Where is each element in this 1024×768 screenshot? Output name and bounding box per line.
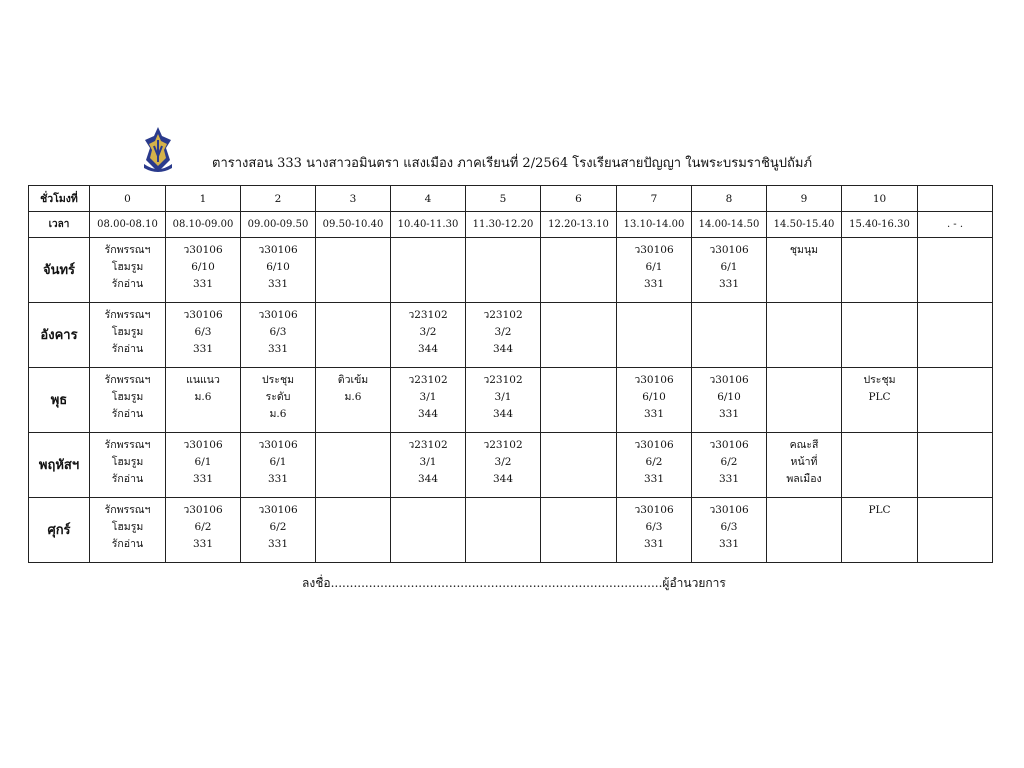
cell-lines — [541, 498, 616, 502]
cell-line: ว23102 — [483, 309, 523, 321]
cell-line: 331 — [267, 343, 289, 355]
cell-lines — [918, 238, 992, 242]
cell-line: 331 — [643, 473, 665, 485]
cell-line: รักพรรณฯ — [104, 439, 151, 451]
cell-line: ม.6 — [344, 391, 362, 403]
cell-line: 331 — [192, 473, 214, 485]
schedule-cell — [391, 433, 466, 498]
schedule-cell — [541, 433, 617, 498]
time-row — [29, 212, 993, 238]
cell-line: 6/10 — [642, 391, 666, 403]
schedule-cell — [90, 238, 166, 303]
cell-line: 331 — [192, 343, 214, 355]
cell-line: ว30106 — [183, 439, 223, 451]
cell-lines — [391, 303, 465, 358]
cell-lines — [316, 303, 390, 307]
cell-line: 331 — [192, 538, 214, 550]
cell-lines — [541, 433, 616, 437]
schedule-cell — [241, 498, 316, 563]
cell-line: ว30106 — [709, 244, 749, 256]
cell-line: ว30106 — [709, 374, 749, 386]
cell-line: 3/2 — [419, 326, 437, 338]
day-row — [29, 238, 993, 303]
cell-lines — [617, 498, 691, 553]
day-name: พุธ — [29, 368, 90, 433]
cell-line: ว23102 — [483, 439, 523, 451]
time-slot: 11.30-12.20 — [466, 212, 541, 238]
schedule-cell — [842, 368, 918, 433]
cell-line: 344 — [492, 408, 514, 420]
schedule-cell — [391, 238, 466, 303]
cell-line: 331 — [192, 278, 214, 290]
time-label: เวลา — [29, 212, 90, 238]
time-slot: 14.50-15.40 — [767, 212, 842, 238]
time-slot: 15.40-16.30 — [842, 212, 918, 238]
schedule-cell — [767, 238, 842, 303]
schedule-cell — [541, 498, 617, 563]
cell-lines — [391, 433, 465, 488]
cell-lines — [842, 368, 917, 406]
cell-line: 344 — [492, 473, 514, 485]
schedule-cell — [90, 498, 166, 563]
schedule-cell — [692, 433, 767, 498]
schedule-cell — [767, 498, 842, 563]
cell-lines — [767, 303, 841, 307]
cell-lines — [617, 303, 691, 307]
cell-lines — [391, 498, 465, 502]
cell-line: 344 — [417, 473, 439, 485]
cell-lines — [692, 368, 766, 423]
cell-lines — [90, 433, 165, 488]
time-slot: 08.10-09.00 — [166, 212, 241, 238]
schedule-cell — [316, 433, 391, 498]
cell-line: ระดับ — [265, 391, 291, 403]
cell-line: รักพรรณฯ — [104, 504, 151, 516]
cell-line: ว30106 — [183, 244, 223, 256]
cell-lines — [541, 238, 616, 242]
cell-lines — [466, 433, 540, 488]
cell-line: รักพรรณฯ — [104, 309, 151, 321]
cell-lines — [767, 368, 841, 372]
schedule-cell — [842, 303, 918, 368]
time-slot: 14.00-14.50 — [692, 212, 767, 238]
cell-line: 331 — [643, 278, 665, 290]
day-name: ศุกร์ — [29, 498, 90, 563]
schedule-cell — [541, 238, 617, 303]
cell-line: 6/1 — [645, 261, 663, 273]
schedule-table — [28, 185, 993, 563]
day-row — [29, 498, 993, 563]
schedule-cell — [466, 368, 541, 433]
cell-line: ประชุม — [863, 374, 896, 386]
schedule-cell — [617, 498, 692, 563]
cell-line: คณะสี — [789, 439, 819, 451]
schedule-cell — [918, 303, 993, 368]
schedule-cell — [391, 498, 466, 563]
cell-line: PLC — [868, 391, 891, 403]
cell-lines — [767, 238, 841, 259]
signature-line: ลงชื่อ.......................................................................................ผู้อำนวยการ — [302, 576, 726, 590]
cell-lines — [692, 238, 766, 293]
cell-lines — [391, 368, 465, 423]
cell-lines — [466, 303, 540, 358]
cell-lines — [541, 368, 616, 372]
cell-line: 331 — [643, 408, 665, 420]
cell-lines — [541, 303, 616, 307]
cell-lines — [918, 368, 992, 372]
cell-lines — [316, 498, 390, 502]
cell-line: 3/1 — [419, 391, 437, 403]
cell-line: 6/2 — [194, 521, 212, 533]
schedule-cell — [166, 238, 241, 303]
cell-line: ว23102 — [408, 439, 448, 451]
period-header-label: ชั่วโมงที่ — [29, 186, 90, 212]
cell-line: 331 — [718, 408, 740, 420]
cell-lines — [842, 433, 917, 437]
cell-line: ว23102 — [483, 374, 523, 386]
cell-line: 6/3 — [269, 326, 287, 338]
cell-lines — [90, 498, 165, 553]
schedule-cell — [391, 303, 466, 368]
cell-line: 3/1 — [494, 391, 512, 403]
schedule-cell — [617, 368, 692, 433]
cell-line: 331 — [718, 278, 740, 290]
cell-line: โฮมรูม — [111, 521, 144, 533]
schedule-cell — [842, 498, 918, 563]
schedule-cell — [241, 303, 316, 368]
cell-line: 6/3 — [645, 521, 663, 533]
cell-lines — [692, 498, 766, 553]
day-name: จันทร์ — [29, 238, 90, 303]
schedule-cell — [767, 368, 842, 433]
period-number: 0 — [90, 186, 166, 212]
cell-lines — [316, 238, 390, 242]
cell-lines — [466, 498, 540, 502]
schedule-cell — [241, 433, 316, 498]
cell-line: 3/2 — [494, 456, 512, 468]
schedule-cell — [90, 303, 166, 368]
time-slot: 08.00-08.10 — [90, 212, 166, 238]
cell-line: PLC — [868, 504, 891, 516]
cell-line: 6/3 — [720, 521, 738, 533]
schedule-cell — [842, 238, 918, 303]
schedule-cell — [166, 368, 241, 433]
time-slot: 09.50-10.40 — [316, 212, 391, 238]
cell-line: 331 — [267, 278, 289, 290]
schedule-cell — [617, 238, 692, 303]
period-number: 8 — [692, 186, 767, 212]
schedule-cell — [767, 303, 842, 368]
cell-lines — [241, 303, 315, 358]
schedule-cell — [918, 433, 993, 498]
day-name: อังคาร — [29, 303, 90, 368]
cell-line: ว30106 — [183, 309, 223, 321]
cell-lines — [617, 368, 691, 423]
cell-lines — [617, 238, 691, 293]
schedule-cell — [918, 238, 993, 303]
schedule-cell — [767, 433, 842, 498]
cell-line: 6/10 — [717, 391, 741, 403]
schedule-cell — [692, 368, 767, 433]
cell-line: ชุมนุม — [789, 244, 819, 256]
schedule-cell — [90, 433, 166, 498]
cell-line: 6/2 — [720, 456, 738, 468]
cell-lines — [842, 498, 917, 519]
period-number — [918, 186, 993, 212]
cell-lines — [90, 368, 165, 423]
cell-line: ว30106 — [634, 374, 674, 386]
period-number: 4 — [391, 186, 466, 212]
page-title: ตารางสอน 333 นางสาวอมินตรา แสงเมือง ภาคเรียนที่ 2/2564 โรงเรียนสายปัญญา ในพระบรมราชินูปถัมภ์ — [212, 156, 813, 171]
schedule-cell — [90, 368, 166, 433]
schedule-cell — [241, 238, 316, 303]
cell-lines — [241, 498, 315, 553]
period-number: 10 — [842, 186, 918, 212]
day-row — [29, 303, 993, 368]
cell-lines — [90, 238, 165, 293]
schedule-cell — [166, 498, 241, 563]
cell-line: 6/2 — [269, 521, 287, 533]
period-number: 7 — [617, 186, 692, 212]
cell-line: ว30106 — [634, 504, 674, 516]
schedule-cell — [466, 238, 541, 303]
cell-line: 6/1 — [194, 456, 212, 468]
cell-lines — [918, 303, 992, 307]
schedule-cell — [617, 303, 692, 368]
time-slot: . - . — [918, 212, 993, 238]
schedule-cell — [842, 433, 918, 498]
cell-line: โฮมรูม — [111, 261, 144, 273]
cell-lines — [241, 238, 315, 293]
schedule-cell — [692, 303, 767, 368]
schedule-cell — [166, 433, 241, 498]
cell-lines — [918, 433, 992, 437]
cell-line: 331 — [718, 473, 740, 485]
cell-lines — [767, 433, 841, 488]
schedule-cell — [166, 303, 241, 368]
cell-lines — [918, 498, 992, 502]
cell-line: 3/1 — [419, 456, 437, 468]
schedule-cell — [918, 498, 993, 563]
cell-line: ติวเข้ม — [337, 374, 369, 386]
cell-lines — [842, 238, 917, 242]
cell-line: ว23102 — [408, 374, 448, 386]
cell-line: 3/2 — [494, 326, 512, 338]
cell-line: 344 — [417, 408, 439, 420]
cell-line: 6/1 — [269, 456, 287, 468]
cell-lines — [466, 368, 540, 423]
schedule-cell — [316, 238, 391, 303]
day-row — [29, 368, 993, 433]
day-name: พฤหัสฯ — [29, 433, 90, 498]
schedule-cell — [541, 368, 617, 433]
schedule-cell — [316, 498, 391, 563]
cell-lines — [391, 238, 465, 242]
period-number: 5 — [466, 186, 541, 212]
period-number: 9 — [767, 186, 842, 212]
cell-lines — [316, 368, 390, 406]
cell-lines — [166, 303, 240, 358]
cell-line: รักพรรณฯ — [104, 374, 151, 386]
cell-line: พลเมือง — [786, 473, 822, 485]
time-slot: 09.00-09.50 — [241, 212, 316, 238]
cell-lines — [166, 498, 240, 553]
cell-line: ว30106 — [634, 439, 674, 451]
cell-lines — [241, 368, 315, 423]
period-number: 3 — [316, 186, 391, 212]
schedule-cell — [316, 303, 391, 368]
cell-line: ประชุม — [262, 374, 294, 386]
schedule-cell — [316, 368, 391, 433]
cell-line: 331 — [267, 473, 289, 485]
cell-lines — [767, 498, 841, 502]
cell-line: 331 — [718, 538, 740, 550]
schedule-cell — [391, 368, 466, 433]
cell-line: ม.6 — [269, 408, 287, 420]
cell-line: ว30106 — [709, 504, 749, 516]
period-number: 1 — [166, 186, 241, 212]
cell-lines — [166, 238, 240, 293]
schedule-cell — [617, 433, 692, 498]
schedule-cell — [241, 368, 316, 433]
cell-line: รักอ่าน — [111, 538, 144, 550]
cell-line: 6/10 — [191, 261, 215, 273]
cell-line: โฮมรูม — [111, 326, 144, 338]
cell-line: 344 — [492, 343, 514, 355]
cell-lines — [842, 303, 917, 307]
cell-line: 6/2 — [645, 456, 663, 468]
cell-line: ว30106 — [258, 244, 298, 256]
cell-lines — [617, 433, 691, 488]
cell-line: โฮมรูม — [111, 391, 144, 403]
cell-line: รักอ่าน — [111, 278, 144, 290]
schedule-cell — [692, 498, 767, 563]
cell-lines — [692, 303, 766, 307]
cell-lines — [241, 433, 315, 488]
cell-line: ว30106 — [634, 244, 674, 256]
cell-line: ว30106 — [258, 504, 298, 516]
schedule-cell — [466, 303, 541, 368]
period-number: 2 — [241, 186, 316, 212]
schedule-cell — [918, 368, 993, 433]
cell-line: รักพรรณฯ — [104, 244, 151, 256]
cell-line: 331 — [267, 538, 289, 550]
time-slot: 10.40-11.30 — [391, 212, 466, 238]
cell-line: หน้าที่ — [790, 456, 818, 468]
cell-line: ว30106 — [258, 309, 298, 321]
cell-lines — [316, 433, 390, 437]
cell-line: ว23102 — [408, 309, 448, 321]
cell-line: ว30106 — [258, 439, 298, 451]
cell-line: ว30106 — [709, 439, 749, 451]
day-row — [29, 433, 993, 498]
period-header-row — [29, 186, 993, 212]
cell-line: 6/10 — [266, 261, 290, 273]
cell-lines — [166, 433, 240, 488]
cell-line: 331 — [643, 538, 665, 550]
cell-line: 344 — [417, 343, 439, 355]
period-number: 6 — [541, 186, 617, 212]
schedule-cell — [466, 498, 541, 563]
time-slot: 12.20-13.10 — [541, 212, 617, 238]
cell-lines — [90, 303, 165, 358]
cell-lines — [692, 433, 766, 488]
cell-lines — [166, 368, 240, 406]
cell-line: ว30106 — [183, 504, 223, 516]
time-slot: 13.10-14.00 — [617, 212, 692, 238]
cell-line: รักอ่าน — [111, 408, 144, 420]
cell-line: โฮมรูม — [111, 456, 144, 468]
schedule-cell — [541, 303, 617, 368]
cell-lines — [466, 238, 540, 242]
cell-line: รักอ่าน — [111, 343, 144, 355]
schedule-cell — [692, 238, 767, 303]
cell-line: 6/3 — [194, 326, 212, 338]
cell-line: แนแนว — [186, 374, 220, 386]
school-emblem-icon — [140, 126, 176, 176]
schedule-cell — [466, 433, 541, 498]
cell-line: รักอ่าน — [111, 473, 144, 485]
cell-line: 6/1 — [720, 261, 738, 273]
cell-line: ม.6 — [194, 391, 212, 403]
